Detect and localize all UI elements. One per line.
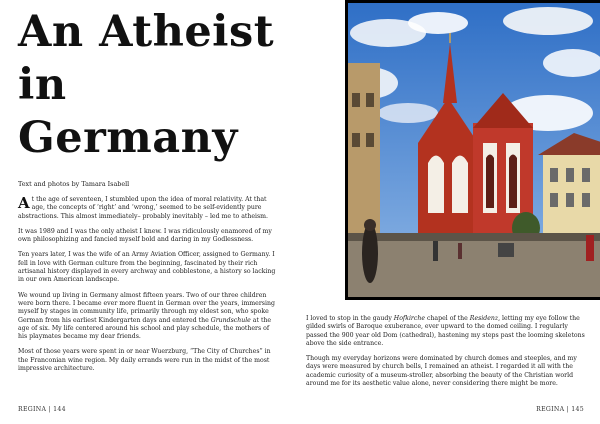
- title-line-3: Germany: [18, 113, 238, 163]
- paragraph-6-text-a: I loved to stop in the gaudy: [306, 315, 394, 322]
- paragraph-6: [306, 315, 588, 348]
- paragraph-7: Though my everyday horizons were dominated by church domes and steeples, and my days were measured by church bells, I remained an atheist. I regarded it all with the academic curiosity of a museum-stroller, absorbing the beauty of the Christian world around me for its aesthetic value alone, never considering there might be more.: [306, 355, 577, 388]
- title-line-2: in: [18, 60, 67, 110]
- paragraph-1-text: t the age of seventeen, I stumbled upon the idea of moral relativity. At that age, the concepts of ‘right’ and ‘wrong,’ seemed to be self-evidently pure abstractions. This almost immediately– probably inevitably – led me to atheism.: [18, 196, 269, 220]
- paragraph-4-text-a: We wound up living in Germany almost fifteen years. Two of our three children were born there. I became ever more fluent in German over the years, immersing myself by stages in community life, primarily through my eldest son, who spoke German from his earliest Kindergarten days and entered the: [18, 291, 275, 324]
- right-page-footer: REGINA | 145: [536, 406, 584, 413]
- paragraph-5: Most of those years were spent in or near Wuerzburg, “The City of Churches” in the Franconian wine region. My daily errands were run in the midst of the most impressive architecture.: [18, 348, 271, 373]
- paragraph-6-text-b: chapel of the: [425, 315, 470, 322]
- left-page-footer: REGINA | 144: [18, 406, 66, 413]
- paragraph-1: [18, 196, 276, 221]
- church-photo-illustration: [348, 3, 600, 297]
- paragraph-3: Ten years later, I was the wife of an Army Aviation Officer, assigned to Germany. I fell in love with German culture from the beginning, fascinated by their rich artisanal history displayed in every archway and cobblestone, a history so lacking in our own American landscape.: [18, 251, 276, 284]
- paragraph-4: [18, 292, 276, 342]
- paragraph-2: It was 1989 and I was the only atheist I knew. I was ridiculously enamored of my own philosophizing and fancied myself bold and daring in my Godlessness.: [18, 227, 272, 244]
- article-title: [18, 6, 288, 165]
- drop-cap: A: [18, 194, 30, 212]
- paragraph-4-emphasis: Grundschule: [210, 316, 251, 324]
- paragraph-6-emphasis-1: Hofkirche: [393, 315, 426, 322]
- right-body-text: [306, 315, 588, 395]
- paragraph-6-text-c: , letting my eye follow the gilded swirls of Baroque exuberance, ever upward to the domed ceiling. I regularly passed the 900 year old Dom (cathedral), hastening my steps past the looming skeletons above the side entrance.: [306, 315, 585, 347]
- title-line-1: An Atheist: [18, 7, 275, 57]
- left-body-text: [18, 196, 276, 380]
- right-page: [300, 0, 600, 424]
- paragraph-4-text-b: at the age of six. My life centered around his school and play schedule, the mothers of his playmates became my dear friends.: [18, 316, 272, 341]
- byline: Text and photos by Tamara Isabell: [18, 180, 130, 188]
- church-photo: [345, 0, 600, 300]
- paragraph-6-emphasis-2: Residenz: [469, 315, 499, 322]
